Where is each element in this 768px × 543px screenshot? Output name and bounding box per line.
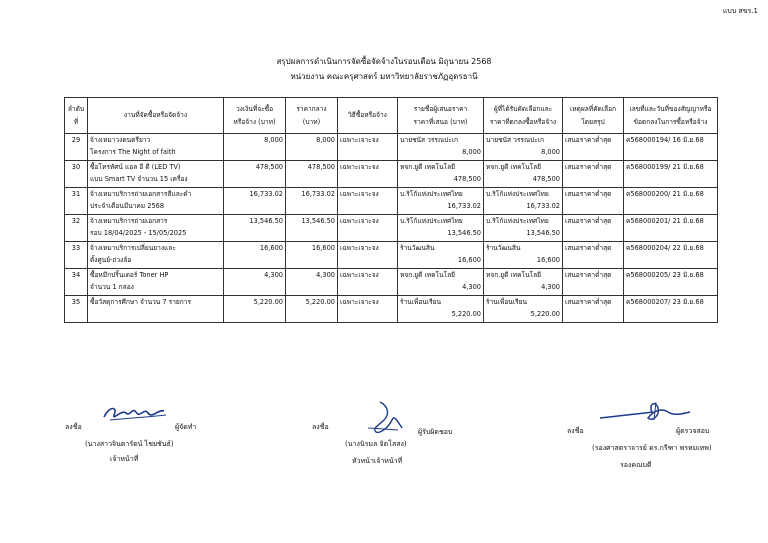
header-item: งานที่จัดซื้อหรือจัดจ้าง xyxy=(88,98,224,134)
cell-item: จ้างเหมาบริการเปลี่ยนยางและ ตั้งศูนย์-ถ่วงล้อ xyxy=(88,242,224,269)
cell-winner: ร้านวัฒนสิน 16,600 xyxy=(484,242,563,269)
sign-label-1: ลงชื่อ xyxy=(65,423,82,431)
cell-no: 32 xyxy=(65,215,88,242)
header-no: ลำดับ ที่ xyxy=(65,98,88,134)
role-label-1: ผู้จัดทำ xyxy=(175,423,197,431)
cell-median-price: 478,500 xyxy=(286,161,338,188)
cell-method: เฉพาะเจาะจง xyxy=(338,161,398,188)
cell-contract: ค568000207/ 23 มิ.ย.68 xyxy=(624,296,718,323)
header-reason: เหตุผลที่คัดเลือก โดยสรุป xyxy=(563,98,624,134)
cell-bidder: บ.ริโก้แห่งประเทศไทย 13,546.50 xyxy=(398,215,484,242)
cell-bidder: ร้านเพื่อนเรียน 5,220.00 xyxy=(398,296,484,323)
header-bidders: รายชื่อผู้เสนอราคา ราคาที่เสนอ (บาท) xyxy=(398,98,484,134)
signature-block-1 xyxy=(65,420,235,434)
cell-winner: หจก.ยูดี เทคโนโลยี 478,500 xyxy=(484,161,563,188)
cell-contract: ค568000201/ 21 มิ.ย.68 xyxy=(624,215,718,242)
cell-reason: เสนอราคาต่ำสุด xyxy=(563,215,624,242)
cell-winner: บ.ริโก้แห่งประเทศไทย 13,546.50 xyxy=(484,215,563,242)
cell-method: เฉพาะเจาะจง xyxy=(338,269,398,296)
cell-reason: เสนอราคาต่ำสุด xyxy=(563,134,624,161)
cell-method: เฉพาะเจาะจง xyxy=(338,296,398,323)
cell-bidder: นายชนัส วรรณปะเก 8,000 xyxy=(398,134,484,161)
form-code: แบบ สขร.1 xyxy=(722,7,758,15)
cell-contract: ค568000200/ 21 มิ.ย.68 xyxy=(624,188,718,215)
header-method: วิธีซื้อหรือจ้าง xyxy=(338,98,398,134)
cell-no: 33 xyxy=(65,242,88,269)
cell-winner: ร้านเพื่อนเรียน 5,220.00 xyxy=(484,296,563,323)
role-label-3: ผู้ตรวจสอบ xyxy=(676,427,710,435)
cell-reason: เสนอราคาต่ำสุด xyxy=(563,242,624,269)
cell-contract: ค568000205/ 23 มิ.ย.68 xyxy=(624,269,718,296)
cell-item: ซื้อหมึกปริ้นเตอร์ Toner HP จำนวน 1 กล่อง xyxy=(88,269,224,296)
cell-bidder: หจก.ยูดี เทคโนโลยี 4,300 xyxy=(398,269,484,296)
cell-median-price: 13,546.50 xyxy=(286,215,338,242)
cell-budget: 16,600 xyxy=(224,242,286,269)
cell-bidder: หจก.ยูดี เทคโนโลยี 478,500 xyxy=(398,161,484,188)
cell-median-price: 5,220.00 xyxy=(286,296,338,323)
cell-winner: บ.ริโก้แห่งประเทศไทย 16,733.02 xyxy=(484,188,563,215)
table-row xyxy=(65,134,718,161)
cell-reason: เสนอราคาต่ำสุด xyxy=(563,188,624,215)
table-row xyxy=(65,215,718,242)
table-row xyxy=(65,188,718,215)
cell-method: เฉพาะเจาะจง xyxy=(338,134,398,161)
cell-winner: หจก.ยูดี เทคโนโลยี 4,300 xyxy=(484,269,563,296)
cell-winner: นายชนัส วรรณปะเก 8,000 xyxy=(484,134,563,161)
cell-median-price: 4,300 xyxy=(286,269,338,296)
cell-budget: 478,500 xyxy=(224,161,286,188)
cell-item: จ้างเหมาบริการถ่ายเอกสาร รอบ 18/04/2025 - 15/05/2025 xyxy=(88,215,224,242)
table-row xyxy=(65,296,718,323)
cell-no: 31 xyxy=(65,188,88,215)
signer-position-2: หัวหน้าเจ้าหน้าที่ xyxy=(352,457,403,465)
table-row xyxy=(65,242,718,269)
cell-median-price: 8,000 xyxy=(286,134,338,161)
cell-no: 34 xyxy=(65,269,88,296)
header-winner: ผู้ที่ได้รับคัดเลือกและ ราคาที่ตกลงซื้อหรือจ้าง xyxy=(484,98,563,134)
cell-bidder: ร้านวัฒนสิน 16,600 xyxy=(398,242,484,269)
signer-name-1: (นางสาวจินตารัตน์ ไชยชันธ์) xyxy=(85,440,174,448)
signer-name-3: (รองศาสตราจารย์ ดร.กรีฑา พรหมเทพ) xyxy=(592,444,712,452)
cell-method: เฉพาะเจาะจง xyxy=(338,215,398,242)
sign-label-3: ลงชื่อ xyxy=(567,427,584,435)
header-median-price: ราคากลาง (บาท) xyxy=(286,98,338,134)
signer-name-2: (นางนิรมล จิตโสสง) xyxy=(345,440,407,448)
cell-method: เฉพาะเจาะจง xyxy=(338,188,398,215)
sign-label-2: ลงชื่อ xyxy=(312,423,329,431)
cell-no: 30 xyxy=(65,161,88,188)
cell-median-price: 16,600 xyxy=(286,242,338,269)
table-row xyxy=(65,161,718,188)
document-subtitle: หน่วยงาน คณะครุศาสตร์ มหาวิทยาลัยราชภัฏอุดรธานี xyxy=(290,72,478,81)
cell-bidder: บ.ริโก้แห่งประเทศไทย 16,733.02 xyxy=(398,188,484,215)
table-header-row xyxy=(65,98,718,134)
cell-reason: เสนอราคาต่ำสุด xyxy=(563,161,624,188)
cell-reason: เสนอราคาต่ำสุด xyxy=(563,296,624,323)
cell-item: จ้างเหมาวงดนตรียาว โครงการ The Night of faith xyxy=(88,134,224,161)
signer-position-1: เจ้าหน้าที่ xyxy=(110,455,139,463)
cell-budget: 5,220.00 xyxy=(224,296,286,323)
cell-no: 35 xyxy=(65,296,88,323)
role-label-2: ผู้รับผิดชอบ xyxy=(418,428,453,436)
cell-budget: 8,000 xyxy=(224,134,286,161)
cell-reason: เสนอราคาต่ำสุด xyxy=(563,269,624,296)
cell-contract: ค568000194/ 16 มิ.ย.68 xyxy=(624,134,718,161)
cell-item: ซื้อโทรทัศน์ แอล อี ดี (LED TV) แบบ Smart TV จำนวน 15 เครื่อง xyxy=(88,161,224,188)
cell-budget: 4,300 xyxy=(224,269,286,296)
cell-method: เฉพาะเจาะจง xyxy=(338,242,398,269)
header-contract: เลขที่และวันที่ของสัญญาหรือ ข้อตกลงในการซื้อหรือจ้าง xyxy=(624,98,718,134)
cell-budget: 16,733.02 xyxy=(224,188,286,215)
procurement-table xyxy=(64,97,718,323)
cell-budget: 13,546.50 xyxy=(224,215,286,242)
table-row xyxy=(65,269,718,296)
signature-2-scribble xyxy=(362,398,412,438)
cell-no: 29 xyxy=(65,134,88,161)
document-title: สรุปผลการดำเนินการจัดซื้อจัดจ้างในรอบเดือน มิถุนายน 2568 xyxy=(276,57,492,66)
cell-item: จ้างเหมาบริการถ่ายเอกสารสีและดำ ประจำเดือนมีนาคม 2568 xyxy=(88,188,224,215)
cell-item: ซื้อวัสดุการศึกษา จำนวน 7 รายการ xyxy=(88,296,224,323)
cell-contract: ค568000199/ 21 มิ.ย.68 xyxy=(624,161,718,188)
cell-contract: ค568000204/ 22 มิ.ย.68 xyxy=(624,242,718,269)
header-budget: วงเงินที่จะซื้อ หรือจ้าง (บาท) xyxy=(224,98,286,134)
signer-position-3: รองคณบดี xyxy=(620,461,652,469)
cell-median-price: 16,733.02 xyxy=(286,188,338,215)
